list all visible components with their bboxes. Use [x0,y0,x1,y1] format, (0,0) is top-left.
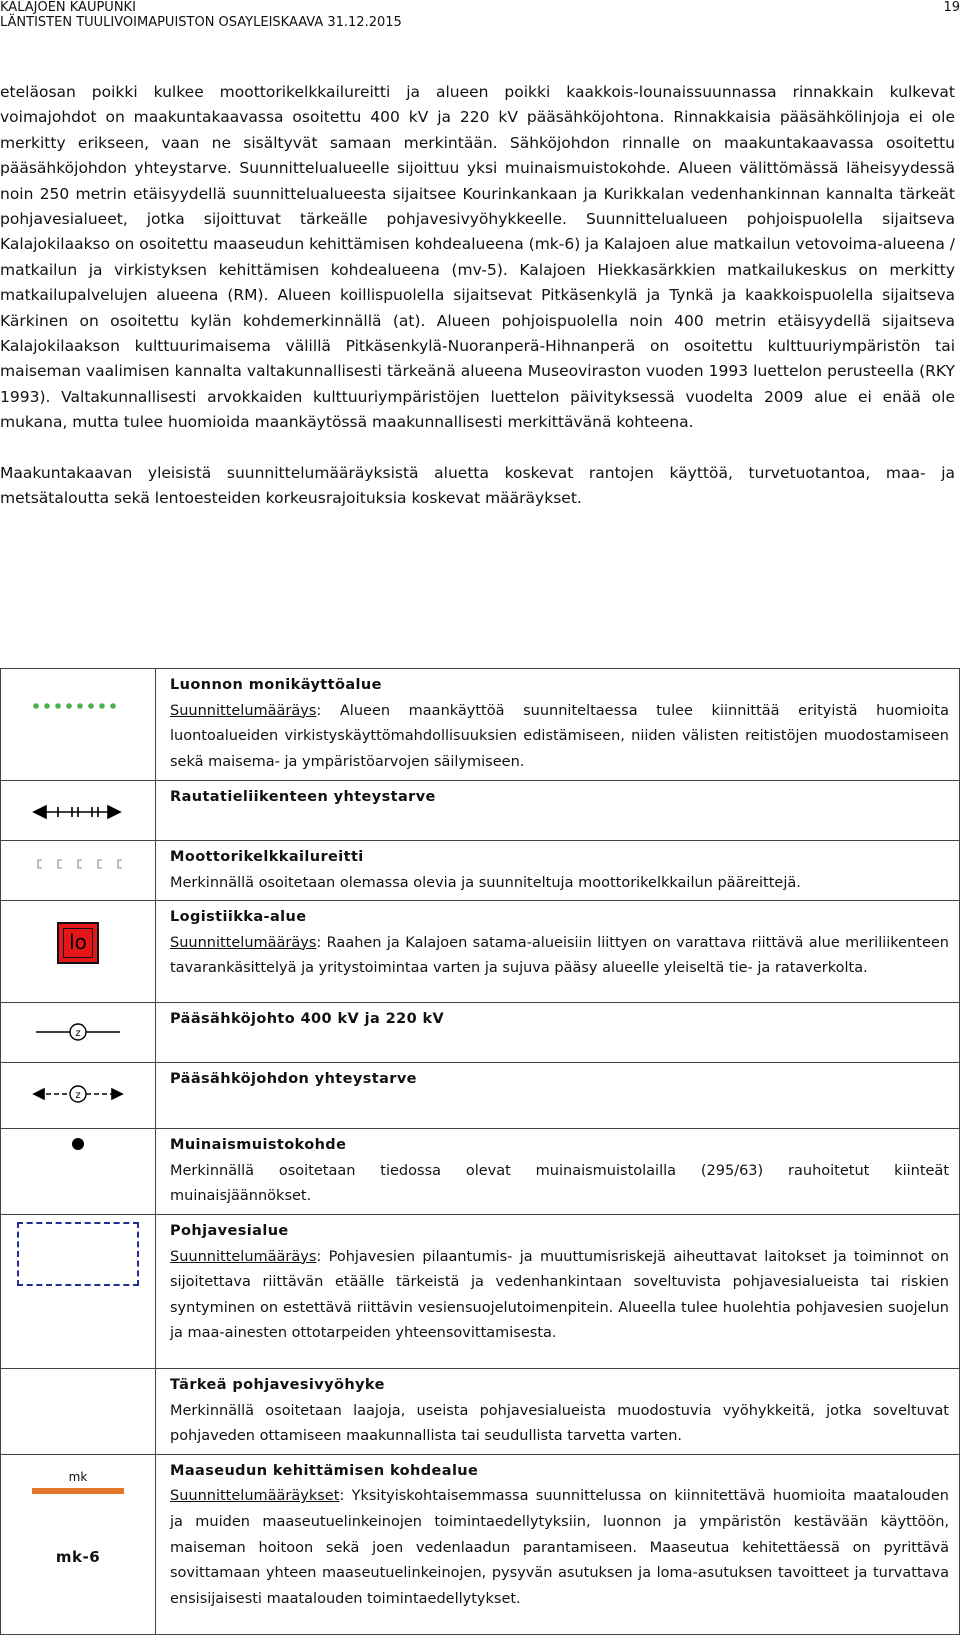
rural-development-icon [2,1456,154,1626]
legend-text: : Yksityiskohtaisemmassa suunnittelussa on kiinnitettävä huomioita maatalouden ja muiden maaseutuelinkeinojen toimintaedellytyksiin, luonnon ja ympäristön kestävään käyttöön, maiseman hoitoon sekä joen vedenlaadun parantamiseen. Maaseutua kehitettäessä on pyrittävä sovittamaan yhteen maaseutuelinkeinojen, pysyvän asutuksen ja loma-asutuksen tavoitteet ja turvattava ensisijaisesti maatalouden toimintaedellytykset. [170,1488,949,1607]
body-text [0,80,955,537]
header-plan-title: LÄNTISTEN TUULIVOIMAPUISTON OSAYLEISKAAVA 31.12.2015 [0,15,402,30]
legend-row [1,1368,960,1454]
green-dotted-line-icon [2,678,154,738]
legend-row [1,781,960,841]
legend-symbol-cell [1,841,156,901]
legend-text-cell [156,781,960,841]
legend-symbol-cell [1,1129,156,1215]
legend-title: Pohjavesialue [170,1222,289,1239]
legend-row [1,1003,960,1063]
legend-label: Suunnittelumääräys [170,702,317,719]
legend-row [1,1214,960,1368]
legend-symbol-cell [1,1214,156,1368]
legend-symbol-cell [1,781,156,841]
legend-text-cell [156,1063,960,1129]
legend-text: : Pohjavesien pilaantumis- ja muuttumisriskejä aiheuttavat laitokset ja toiminnot on sijoitettava riittävän etäälle tärkeistä ja vedenhankintaan soveltuvista pohjavesialueista tai riskien syntyminen on estettävä riittävin vesiensuojelutoimenpitein. Alueella tulee huolehtia pohjavesien suojelun ja maa-ainesten ottotarpeiden yhteensovittamisesta. [170,1248,949,1342]
legend-title: Muinaismuistokohde [170,1137,347,1154]
ancient-monument-icon [2,1130,154,1170]
legend-title: Luonnon monikäyttöalue [170,677,382,693]
legend-description [170,699,949,776]
legend-title: Pääsähköjohto 400 kV ja 220 kV [170,1011,445,1028]
legend-text-cell [156,901,960,1003]
legend-row [1,1129,960,1215]
legend-table [0,668,960,1635]
groundwater-area-icon [17,1222,139,1286]
legend-label: Suunnittelumääräykset [170,1488,340,1505]
legend-title: Moottorikelkkailureitti [170,849,364,865]
legend-symbol-cell [1,1368,156,1454]
legend-text: : Alueen maankäyttöä suunniteltaessa tulee kiinnittää erityistä huomioita luontoalueiden virkistyskäyttömahdollisuuksien edistämiseen, niiden välisten reitistöjen muodostamiseen sekä maisema- ja ympäristöarvojen säilymiseen. [170,702,949,770]
legend-text-cell [156,669,960,781]
legend-title: Logistiikka-alue [170,909,307,926]
legend-text: Merkinnällä osoitetaan tiedossa olevat muinaismuistolailla (295/63) rauhoitetut kiinteät muinaisjäännökset. [170,1162,949,1205]
legend-description [170,1484,949,1612]
legend-symbol-cell [1,669,156,781]
legend-text: : Raahen ja Kalajoen satama-alueisiin liittyen on varattava riittävä alue meriliikenteen tavarankäsittelyä ja yritystoimintaa varten ja sujuva pääsy alueelle yleiseltä tie- ja rataverkolta. [170,934,949,977]
legend-title: Rautatieliikenteen yhteystarve [170,789,436,805]
legend-text: Merkinnällä osoitetaan olemassa olevia ja suunniteltuja moottorikelkkailun pääreittejä. [170,874,801,891]
legend-label: Suunnittelumääräys [170,934,317,951]
power-line-connection-icon [2,1068,154,1124]
legend-label: Suunnittelumääräys [170,1248,317,1265]
legend-symbol-cell [1,1454,156,1634]
power-line-symbol-label: z [75,1028,81,1040]
snowmobile-route-icon [2,846,154,886]
rural-caption: mk-6 [55,1547,101,1566]
paragraph: Maakuntakaavan yleisistä suunnittelumääräyksistä aluetta koskevat rantojen käyttöä, turvetuotantoa, maa- ja metsätaloutta sekä lentoesteiden korkeusrajoituksia koskevat määräykset. [0,463,955,508]
legend-title: Pääsähköjohdon yhteystarve [170,1071,417,1088]
main-power-line-icon [2,1004,154,1060]
legend-text-cell [156,1368,960,1454]
header-municipality: KALAJOEN KAUPUNKI [0,0,136,15]
legend-text-cell [156,1003,960,1063]
legend-row [1,1454,960,1634]
page-number: 19 [943,0,960,15]
power-connection-symbol-label: z [75,1090,81,1102]
legend-title: Tärkeä pohjavesivyöhyke [170,1376,385,1393]
rural-symbol-label: mk [68,1469,88,1484]
logistics-area-icon [57,922,99,964]
legend-text-cell [156,1129,960,1215]
legend-text: Merkinnällä osoitetaan laajoja, useista pohjavesialueista muodostuvia vyöhykkeitä, jotka soveltuvat pohjaveden ottamiseen maakunnallista tai seudullista tarvetta varten. [170,1402,949,1445]
paragraph: eteläosan poikki kulkee moottorikelkkailureitti ja alueen poikki kaakkois-lounaissuunnassa rinnakkain kulkevat voimajohdot on maakuntakaavassa osoitettu 400 kV ja 220 kV pääsähköjohtona. Rinnakkaisia pääsähkölinjoja ei ole merkitty erikseen, vaan ne sisältyvät samaan merkintään. Sähköjohdon rinnalle on maakuntakaavassa osoitettu pääsähköjohdon yhteystarve. Suunnittelualueelle sijoittuu yksi muinaismuistokohde. Alueen välittömässä läheisyydessä noin 250 metrin etäisyydellä suunnittelualueesta sijaitsee Kourinkankaan ja Kurikkalan vedenhankinnan kannalta tärkeät pohjavesialueet, jotka sijoittuvat tärkeälle pohjavesivyöhykkeelle. Suunnittelualueen pohjoispuolella sijaitseva Kalajokilaakso on osoitettu maaseudun kehittämisen kohdealueena (mk-6) ja Kalajoen alue matkailun vetovoima-alueena / matkailun ja virkistyksen kehittämisen kohdealueena (mv-5). Kalajoen Hiekkasärkkien matkailukeskus on merkitty matkailupalvelujen alueena (RM). Alueen koillispuolella sijaitsevat Pitkäsenkylä ja Tynkä ja kaakkoispuolella sijaitseva Kärkinen on osoitettu kylän kohdemerkinnällä (at). Alueen pohjoispuolella noin 400 metrin etäisyydellä sijaitseva Kalajokilaakson kulttuurimaisema välillä Pitkäsenkylä-Nuoranperä-Hihnanperä on osoitettu kulttuuriympäristön tai maiseman vaalimisen kannalta valtakunnallisesti tärkeänä alueena Museoviraston vuoden 1993 luettelon perusteella (RKY 1993). Valtakunnallisesti arvokkaiden kulttuuriympäristöjen luettelon päivityksessä vuodelta 2009 alue ei enää ole mukana, mutta tulee huomioida maankäytössä maakunnallisesti merkittävänä kohteena. [0,83,955,432]
legend-row [1,841,960,901]
legend-row [1,669,960,781]
legend-description [170,931,949,982]
legend-text-cell [156,841,960,901]
rural-line [32,1488,124,1494]
legend-row [1,901,960,1003]
legend-symbol-cell [1,1063,156,1129]
legend-symbol-cell [1,1003,156,1063]
legend-text-cell [156,1454,960,1634]
railway-connection-icon [2,782,154,838]
legend-description [170,1245,949,1347]
legend-title: Maaseudun kehittämisen kohdealue [170,1462,479,1479]
legend-row [1,1063,960,1129]
legend-text-cell [156,1214,960,1368]
logistics-symbol-label: lo [63,928,93,958]
legend-symbol-cell [1,901,156,1003]
